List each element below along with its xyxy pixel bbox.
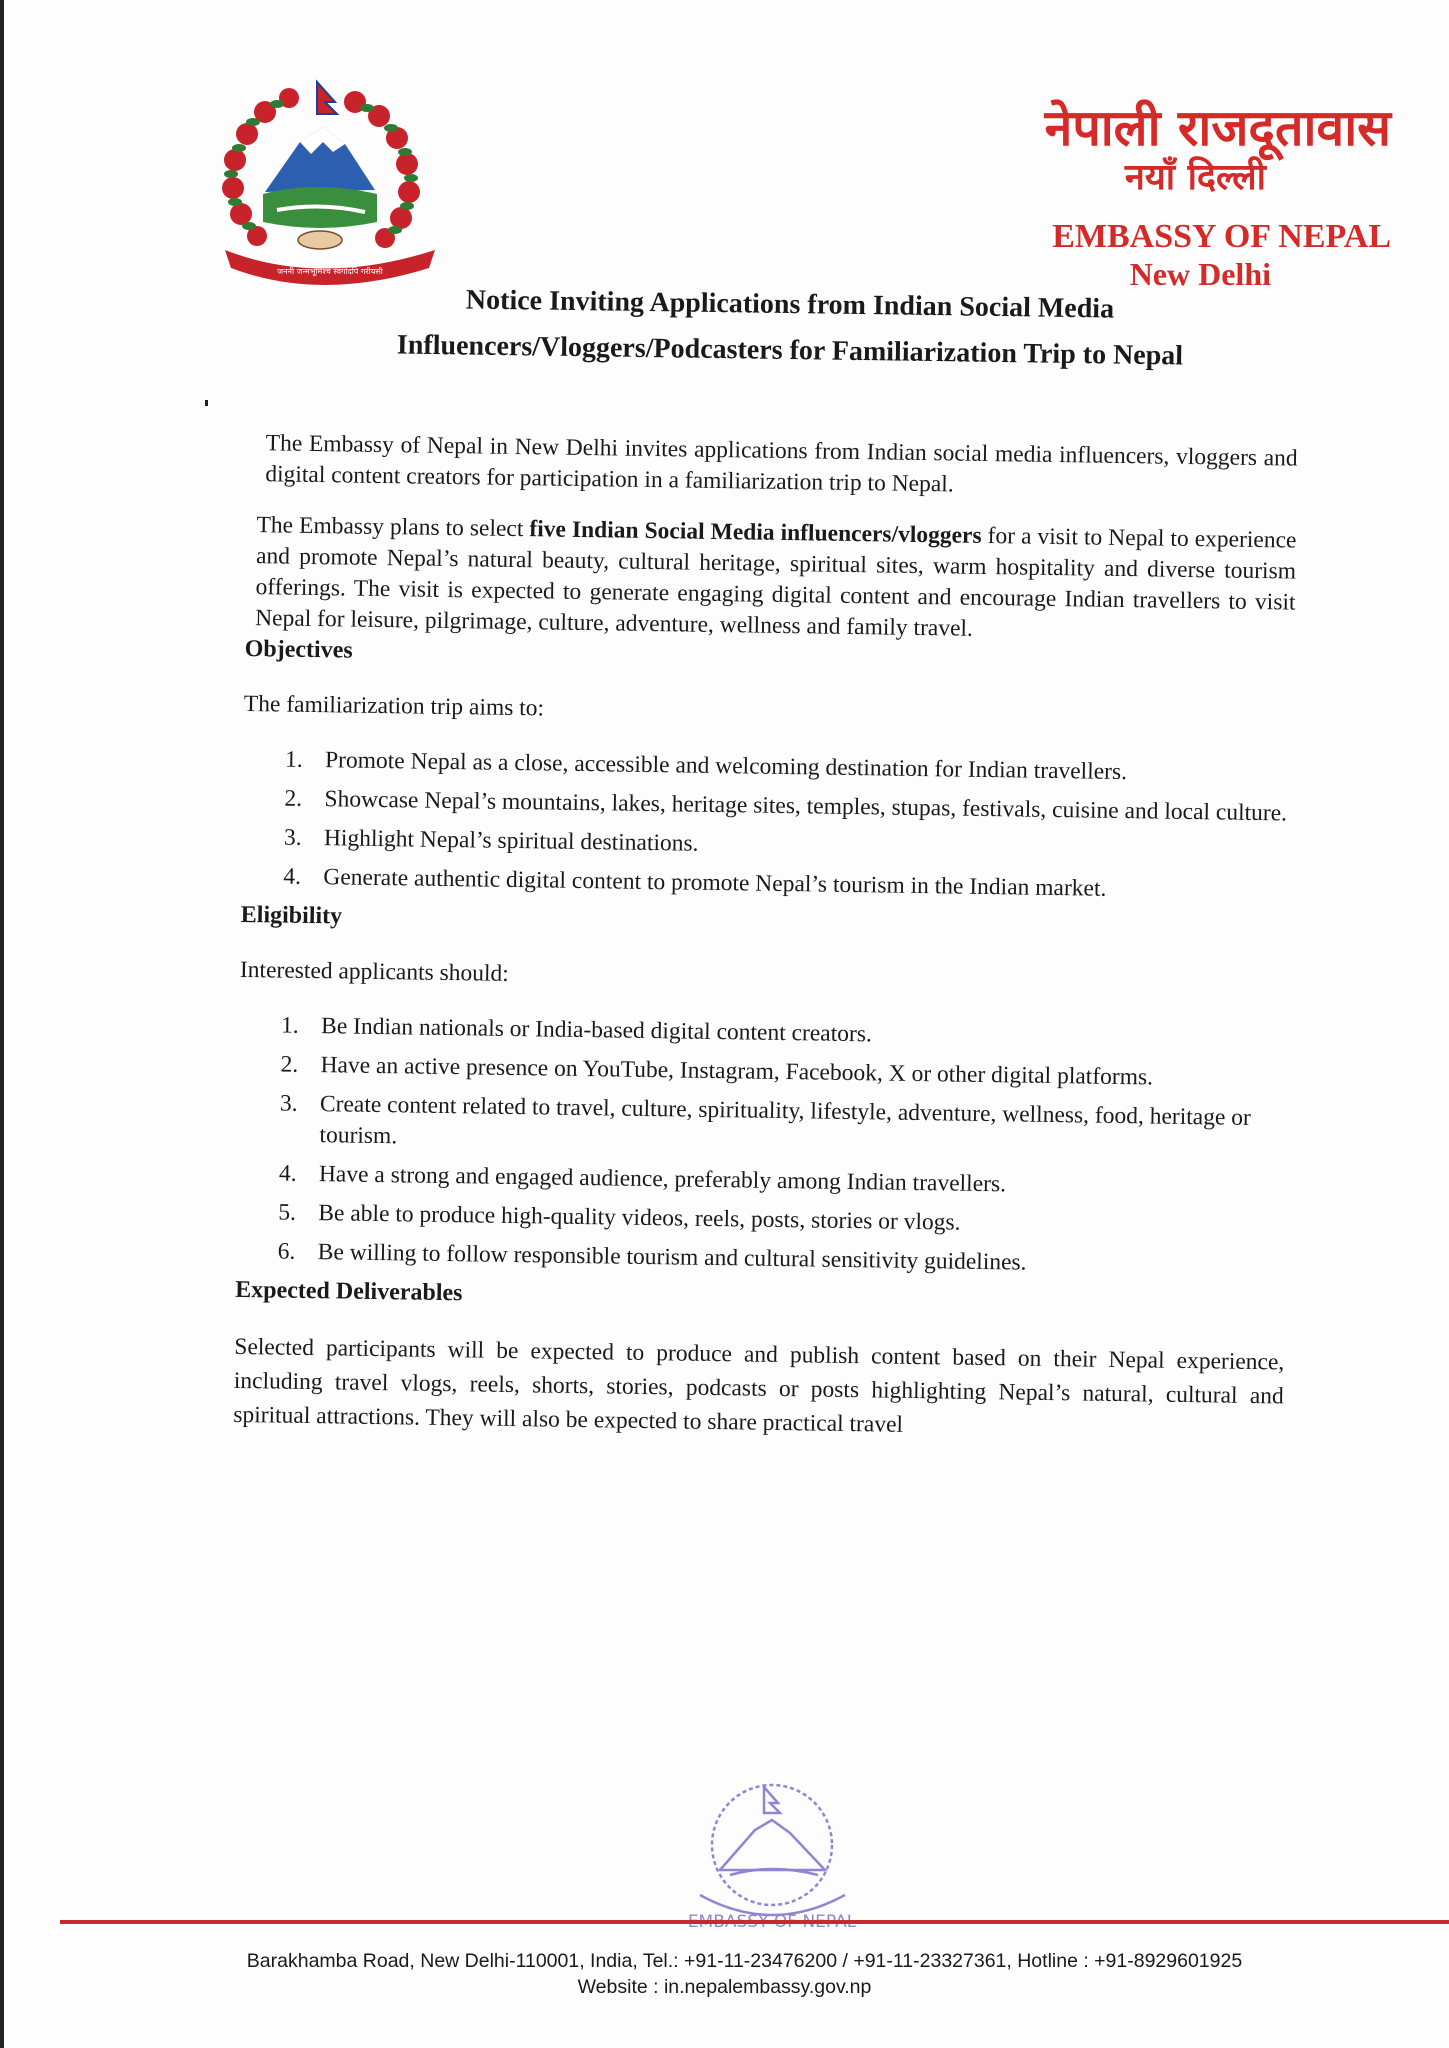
list-text: Showcase Nepal’s mountains, lakes, heritage sites, temples, stupas, festivals, cuisine and local culture. — [324, 786, 1288, 827]
list-text: Be willing to follow responsible tourism and cultural sensitivity guidelines. — [317, 1239, 1027, 1276]
list-number: 3. — [279, 1090, 298, 1117]
list-item — [285, 745, 1293, 791]
list-item — [281, 1011, 1289, 1057]
scan-mark — [205, 400, 208, 406]
nepal-emblem-icon — [205, 72, 455, 292]
deliverables-heading: Expected Deliverables — [235, 1276, 463, 1307]
list-number: 1. — [280, 1012, 299, 1039]
list-text: Create content related to travel, culture, spirituality, lifestyle, adventure, wellness, food, heritage or tourism. — [319, 1091, 1252, 1150]
eligibility-lead: Interested applicants should: — [239, 956, 509, 987]
list-number: 4. — [278, 1160, 297, 1187]
intro-paragraph-1: The Embassy of Nepal in New Delhi invites applications from Indian social media influencers, vloggers and digital content creators for participation in a familiarization trip to Nepal. — [265, 430, 1298, 498]
list-number: 2. — [280, 1051, 299, 1078]
intro-p2-before: The Embassy plans to select — [256, 512, 530, 543]
eligibility-list — [236, 1010, 1290, 1283]
list-item — [278, 1198, 1286, 1244]
emblem-motto: जननी जन्मभूमिश्च स्वर्गादपि गरीयसी — [277, 267, 383, 276]
objectives-heading: Objectives — [244, 635, 353, 664]
notice-title-line2: Influencers/Vloggers/Podcasters for Familiarization Trip to Nepal — [396, 329, 1184, 372]
list-item — [279, 1159, 1287, 1205]
list-item — [278, 1237, 1286, 1283]
deliverables-paragraph: Selected participants will be expected to produce and publish content based on their Nepal experience, including travel vlogs, reels, shorts, stories, podcasts or posts highlighting Nepal’s natural, cultural and spiritual attractions. They will also be expected to share practical travel — [233, 1333, 1285, 1438]
footer-address: Barakhamba Road, New Delhi-110001, India, Tel.: +91-11-23476200 / +91-11-23327361, Hotline : +91-8929601925 — [246, 1950, 1243, 1972]
list-number: 1. — [284, 746, 303, 773]
intro-paragraph-2 — [255, 510, 1297, 649]
list-text: Have a strong and engaged audience, preferably among Indian travellers. — [318, 1161, 1007, 1198]
list-text: Be Indian nationals or India-based digital content creators. — [320, 1013, 873, 1048]
list-text: Be able to produce high-quality videos, reels, posts, stories or vlogs. — [318, 1200, 961, 1236]
notice-title — [330, 282, 1250, 374]
letterhead-english-title: EMBASSY OF NEPAL — [1052, 218, 1391, 255]
notice-title-line1: Notice Inviting Applications from Indian Social Media — [465, 284, 1115, 325]
eligibility-heading: Eligibility — [240, 901, 343, 930]
list-item — [280, 1050, 1288, 1096]
footer-website: Website : in.nepalembassy.gov.np — [577, 1976, 872, 1998]
list-text: Have an active presence on YouTube, Instagram, Facebook, X or other digital platforms. — [320, 1052, 1154, 1091]
list-text: Promote Nepal as a close, accessible and welcoming destination for Indian travellers. — [324, 747, 1128, 786]
letterhead-devanagari-city: नयाँ दिल्ली — [1124, 157, 1266, 198]
notice-body — [233, 428, 1298, 1447]
letterhead — [1045, 100, 1391, 292]
objectives-lead: The familiarization trip aims to: — [243, 690, 545, 722]
list-item — [284, 784, 1292, 830]
list-text: Generate authentic digital content to promote Nepal’s tourism in the Indian market. — [323, 864, 1107, 902]
scan-edge — [0, 0, 4, 2048]
list-number: 4. — [283, 863, 302, 890]
list-number: 2. — [284, 785, 303, 812]
letterhead-english-city: New Delhi — [1129, 256, 1271, 292]
footer — [0, 1948, 1449, 2000]
list-number: 5. — [278, 1199, 297, 1226]
list-item — [283, 862, 1291, 908]
list-item — [284, 823, 1292, 869]
footer-rule — [60, 1920, 1449, 1924]
intro-p2-after: for a visit to Nepal to experience and promote Nepal’s natural beauty, cultural heritage, spiritual sites, warm hospitality and diverse tourism offerings. The visit is expected to generate engaging digital content and encourage Indian travellers to visit Nepal for leisure, pilgrimage, culture, adventure, wellness and family travel. — [254, 522, 1297, 642]
list-item — [279, 1089, 1288, 1166]
list-text: Highlight Nepal’s spiritual destinations. — [323, 825, 699, 857]
list-number: 6. — [277, 1238, 296, 1265]
letterhead-devanagari-title: नेपाली राजदूतावास — [1044, 99, 1391, 157]
intro-p2-bold: five Indian Social Media influencers/vloggers — [529, 516, 982, 549]
list-number: 3. — [283, 824, 302, 851]
objectives-list — [241, 744, 1293, 908]
